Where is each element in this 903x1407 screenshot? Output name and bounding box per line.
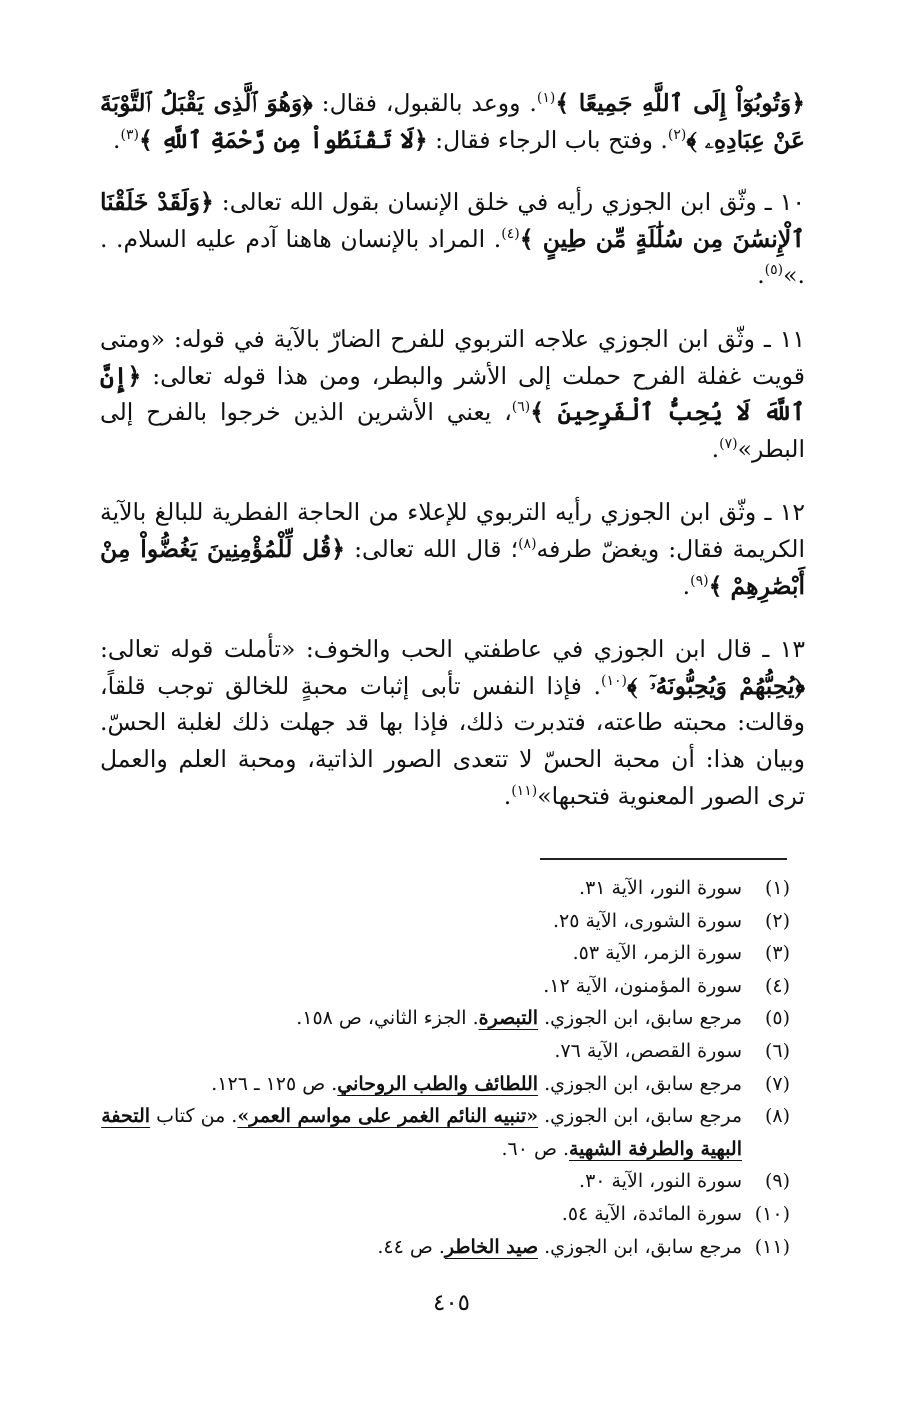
footnote-item [100,1165,790,1198]
text-segment: . [757,261,765,290]
text-segment: . [112,125,121,154]
footnote-segment: سورة القصص، الآية ٧٦. [554,1039,742,1062]
text-segment: . ووعد بالقبول، فقال: [312,89,537,117]
text-segment: . فإذا النفس تأبى إثبات محبةٍ للخالق توجب قلقاً، وقالت: محبته طاعته، فتدبرت ذلك، فإذا بها قد جهلت ذلك لغلبة الحسّ. وبيان هذا: أن محبة الحسّ لا تتعدى الصور الذاتية، ومحبة العلم والعمل ترى الصور المعنوية فتحبها» [100,671,805,810]
quran-verse: ﴿إِنَّ ٱللَّهَ لَا يُحِبُّ ٱلْفَرِحِينَ ﴾ [100,361,805,427]
text-segment: ، يعني الأشرين الذين خرجوا بالفرح إلى البطر» [100,398,805,463]
footnote-segment: مرجع سابق، ابن الجوزي. [538,1072,742,1095]
footnote-item [100,1068,790,1101]
footnote-text [100,1165,742,1198]
footnote-ref: (٨) [518,536,537,553]
footnote-text [100,905,742,938]
footnote-number: (٤) [764,974,790,997]
footnote-segment: سورة النور، الآية ٣٠. [579,1170,742,1193]
footnote-text [100,1231,742,1264]
quran-verse: ﴿وَهُوَ ٱلَّذِى يَقْبَلُ ٱلتَّوْبَةَ عَنْ عِبَادِهِۦ ﴾ [100,89,805,154]
footnote-item [100,937,790,970]
footnote-text [100,1068,742,1101]
footnote-segment: . من كتاب [150,1105,238,1128]
footnote-number: (٩) [764,1170,790,1193]
footnote-ref: (٢) [667,126,687,143]
main-text [100,85,805,814]
footnote-number: (١١) [754,1235,790,1258]
footnote-text [100,970,742,1003]
footnote-segment: مرجع سابق، ابن الجوزي. [538,1007,742,1030]
book-title: التبصرة [478,1007,539,1030]
footnote-segment: . ص ٤٤. [377,1235,445,1258]
footnote-segment: . الجزء الثاني، ص ١٥٨. [296,1007,479,1030]
footnote-segment: سورة النور، الآية ٣١. [579,877,742,899]
footnote-number: (١٠) [754,1202,790,1225]
book-title: التحفة البهية والطرفة الشهية [101,1105,742,1160]
footnote-item [100,970,790,1003]
paragraph [100,184,805,294]
footnote-ref: (٤) [501,225,520,242]
footnote-segment: مرجع سابق، ابن الجوزي. [538,1235,742,1258]
paragraph [100,85,805,158]
text-segment: . [711,434,720,463]
footnote-item [100,1198,790,1231]
footnote-text [100,1035,742,1068]
text-segment: . [682,571,691,600]
text-segment: ١١ ـ وثّق ابن الجوزي علاجه التربوي للفرح الضارّ بالآية في قوله: «ومتى قويت غفلة الفرح حملت إلى الأشر والبطر، ومن هذا قوله تعالى: [100,324,805,390]
footnote-item [100,1231,790,1264]
footnotes-list [100,872,790,1263]
paragraph [100,321,805,467]
footnote-text [100,1100,742,1165]
quran-verse: ﴿وَلَقَدْ خَلَقْنَا ٱلْإِنسَٰنَ مِن سُلَٰلَةٍ مِّن طِينٍ ﴾ [100,188,806,253]
text-segment: ؛ قال الله تعالى: [344,534,519,563]
footnote-ref: (٥) [764,262,784,279]
text-segment: . المراد بالإنسان هاهنا آدم عليه السلام. . .» [100,224,805,290]
book-title: صيد الخاطر [444,1235,539,1258]
footnote-text [100,1002,742,1035]
footnote-ref: (٦) [511,399,531,416]
footnote-number: (٢) [764,909,790,932]
text-segment: ١٣ ـ قال ابن الجوزي في عاطفتي الحب والخوف: «تأملت قوله تعالى: [100,635,805,664]
footnote-number: (٣) [764,942,790,965]
footnote-segment: . ص ٦٠. [501,1137,569,1160]
footnote-separator [540,858,787,860]
quran-verse: ﴿لَا تَقْنَطُواْ مِن رَّحْمَةِ ٱللَّهِ ﴾ [138,125,428,154]
footnote-segment: مرجع سابق، ابن الجوزي. [538,1105,742,1128]
footnote-number: (٧) [764,1072,790,1095]
text-segment: ١٢ ـ وثّق ابن الجوزي رأيه التربوي للإعلاء من الحاجة الفطرية للبالغ بالآية الكريمة فقال: ويغضّ طرفه [100,498,805,563]
footnote-ref: (١٠) [600,672,627,689]
footnote-ref: (٣) [120,126,139,143]
footnote-segment: سورة المؤمنون، الآية ١٢. [543,974,742,997]
footnote-segment: سورة الزمر، الآية ٥٣. [572,942,742,965]
footnote-segment: . ص ١٢٥ ـ ١٢٦. [211,1072,338,1095]
paragraph [100,631,805,814]
footnote-segment: سورة الشورى، الآية ٢٥. [552,909,742,932]
text-segment: ١٠ ـ وثّق ابن الجوزي رأيه في خلق الإنسان بقول الله تعالى: [213,188,805,217]
footnote-item [100,872,790,905]
footnote-item [100,1100,790,1165]
quran-verse: ﴿يُحِبُّهُمْ وَيُحِبُّونَهُۥٓ ﴾ [626,671,805,700]
footnote-number: (٥) [764,1007,790,1030]
footnote-text [100,1198,742,1231]
footnote-ref: (٧) [719,435,738,452]
text-segment: . [503,781,512,810]
footnote-text [100,872,742,905]
footnote-segment: سورة المائدة، الآية ٥٤. [561,1202,742,1225]
footnote-ref: (١١) [511,782,538,799]
footnote-number: (٦) [764,1039,790,1062]
page-number: ٤٠٥ [432,1290,471,1316]
footnote-text [100,937,742,970]
footnote-number: (٨) [764,1105,790,1128]
book-title: «تنبيه النائم الغمر على مواسم العمر» [237,1105,539,1128]
footnote-item [100,1035,790,1068]
footnote-item [100,905,790,938]
footnote-item [100,1002,790,1035]
footnote-ref: (١) [536,90,556,107]
paragraph [100,494,805,604]
quran-verse: ﴿قُل لِّلْمُؤْمِنِينَ يَغُضُّواْ مِنْ أَبْصَٰرِهِمْ ﴾ [100,534,805,600]
book-title: اللطائف والطب الروحاني [337,1072,539,1095]
footnote-ref: (٩) [690,572,709,589]
quran-verse: ﴿وَتُوبُوٓاْ إِلَى ٱللَّهِ جَمِيعًا ﴾ [555,89,805,117]
footnote-number: (١) [764,877,790,899]
text-segment: . وفتح باب الرجاء فقال: [427,125,668,154]
